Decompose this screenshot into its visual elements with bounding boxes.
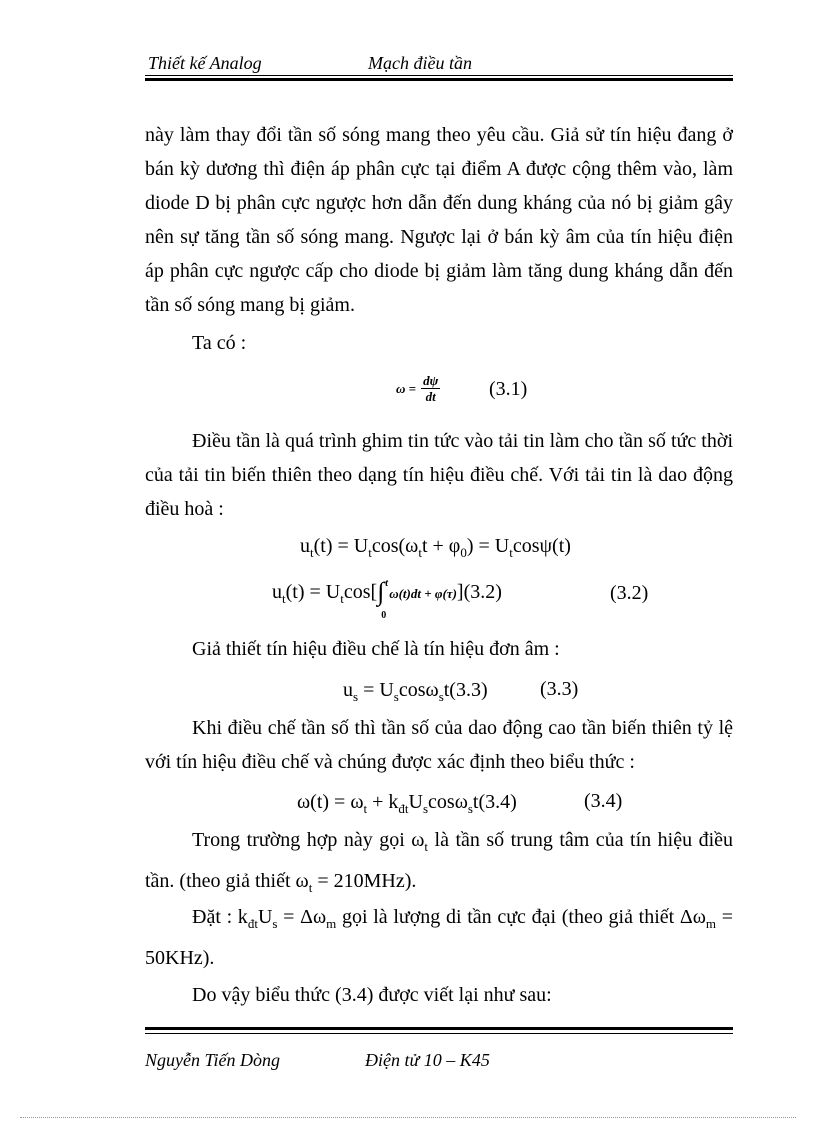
p7-text: U xyxy=(257,906,273,928)
eq33-part: cosω xyxy=(398,679,439,701)
eq34-part: + k xyxy=(367,791,399,813)
paragraph-8: Do vậy biểu thức (3.4) được viết lại như sau: xyxy=(192,984,552,1006)
eq34-part: cosω xyxy=(428,791,468,813)
integral-symbol: ∫ t 0 xyxy=(377,578,389,608)
footer-rule-thick xyxy=(145,1027,733,1030)
eq34-part: t(3.4) xyxy=(472,791,517,813)
header-rule-thin xyxy=(145,75,733,76)
paragraph-1: này làm thay đổi tần số sóng mang theo yêu cầu. Giả sử tín hiệu đang ở bán kỳ dương thì điện áp phân cực tại điểm A được cộng thêm vào, làm diode D bị phân cực ngược hơn dẫn đến dung kháng của nó bị giảm gây nên sự tăng tần số sóng mang. Ngược lại ở bán kỳ âm của tín hiệu điện áp phân cực ngược cấp cho diode bị giảm làm tăng dung kháng dẫn đến tần số sóng mang bị giảm. xyxy=(145,124,733,316)
header-left: Thiết kế Analog xyxy=(148,53,262,73)
eq31-fraction xyxy=(421,373,440,404)
eq32a-part: (t) = U xyxy=(313,535,369,557)
footer-left: Nguyễn Tiến Dòng xyxy=(145,1050,280,1070)
eq32-label: (3.2) xyxy=(610,582,649,604)
eq32a-sub: 0 xyxy=(460,545,467,560)
paragraph-7 xyxy=(145,900,733,975)
p7-sub: m xyxy=(326,916,337,931)
footer-right: Điện tử 10 – K45 xyxy=(365,1050,490,1070)
eq32b-part: ](3.2) xyxy=(456,581,502,603)
paragraph-5: Khi điều chế tần số thì tần số của dao động cao tần biến thiên tỷ lệ với tín hiệu điều chế và chúng được xác định theo biểu thức : xyxy=(145,717,733,773)
eq31-lhs: ω = xyxy=(396,381,417,397)
p6-text: = 210MHz). xyxy=(312,870,417,892)
eq34-sub: s xyxy=(422,801,429,816)
eq34-part: ω(t) = ω xyxy=(297,791,364,813)
p7-sub: s xyxy=(272,916,278,931)
eq33-label: (3.3) xyxy=(540,678,579,700)
eq32b-sub: t xyxy=(340,591,344,606)
eq32b-part: (t) = U xyxy=(285,581,341,603)
eq34-sub: đt xyxy=(398,801,409,816)
integral-upper: t xyxy=(385,578,388,590)
eq32a-sub: t xyxy=(418,545,422,560)
p7-sub: m xyxy=(705,916,717,931)
paragraph-6: Trong trường hợp này gọi $\omega_t$ là tần số trung tâm của tín hiệu điều tần. (theo giả thiết $\omega_t = 210MHz$). xyxy=(145,829,733,895)
eq34-part: U xyxy=(408,791,423,813)
eq32b-part: u xyxy=(272,581,282,603)
eq33-sub: s xyxy=(393,689,399,704)
p6-text: Trong trường hợp này gọi xyxy=(192,829,412,851)
paragraph-2: Ta có : xyxy=(192,332,247,354)
eq32b-part: cos[ xyxy=(343,581,378,603)
eq34-sub: s xyxy=(467,801,473,816)
eq32a-part: cos(ω xyxy=(371,535,419,557)
p7-text: gọi là lượng di tần cực đại (theo giả thiết Δω xyxy=(336,906,706,928)
header-rule-thick xyxy=(145,78,733,81)
paragraph-3: Điều tần là quá trình ghim tin tức vào tải tin làm cho tần số tức thời của tải tin biến thiên theo dạng tín hiệu điều chế. Với tải tin là dao động điều hoà : xyxy=(145,430,733,520)
eq31-label: (3.1) xyxy=(489,378,528,400)
equation-3-2a xyxy=(300,532,571,567)
header-right: Mạch điều tần xyxy=(368,53,472,73)
eq34-sub: t xyxy=(363,801,368,816)
eq33-part: = U xyxy=(358,679,394,701)
integral-lower: 0 xyxy=(381,610,387,622)
equation-3-1 xyxy=(396,373,440,404)
equation-3-3 xyxy=(343,676,488,711)
page-edge-dotted-line xyxy=(20,1117,796,1118)
eq33-part: t(3.3) xyxy=(443,679,488,701)
eq32a-sub: t xyxy=(310,545,314,560)
p7-text: = 50KHz). xyxy=(145,906,733,969)
p6-sub: t xyxy=(424,839,429,854)
p6-text: là tần số trung tâm của tín hiệu điều tần. (theo giả thiết xyxy=(145,829,733,892)
paragraph-4: Giả thiết tín hiệu điều chế là tín hiệu đơn âm : xyxy=(192,638,560,660)
eq33-part: u xyxy=(343,679,353,701)
eq34-label: (3.4) xyxy=(584,790,623,812)
equation-3-2b xyxy=(272,577,502,622)
eq32a-sub: t xyxy=(509,545,513,560)
p7-text: = Δω xyxy=(277,906,327,928)
p7-text: Đặt : k xyxy=(192,906,248,928)
eq32a-part: u xyxy=(300,535,310,557)
eq33-sub: s xyxy=(438,689,444,704)
eq32a-part: cosψ(t) xyxy=(512,535,571,557)
eq32a-part: t + φ xyxy=(421,535,461,557)
eq33-sub: s xyxy=(353,689,359,704)
p6-sub: t xyxy=(308,880,313,895)
eq32a-sub: t xyxy=(368,545,372,560)
eq32a-part: ) = U xyxy=(466,535,510,557)
eq31-numerator: dψ xyxy=(423,373,439,388)
eq32b-integrand: ω(t)dt + φ(τ) xyxy=(389,586,457,601)
equation-3-4 xyxy=(297,788,517,823)
eq32b-sub: t xyxy=(282,591,286,606)
eq31-denominator: dt xyxy=(425,389,436,404)
footer-rule-thin xyxy=(145,1033,733,1034)
p7-sub: đt xyxy=(247,916,258,931)
